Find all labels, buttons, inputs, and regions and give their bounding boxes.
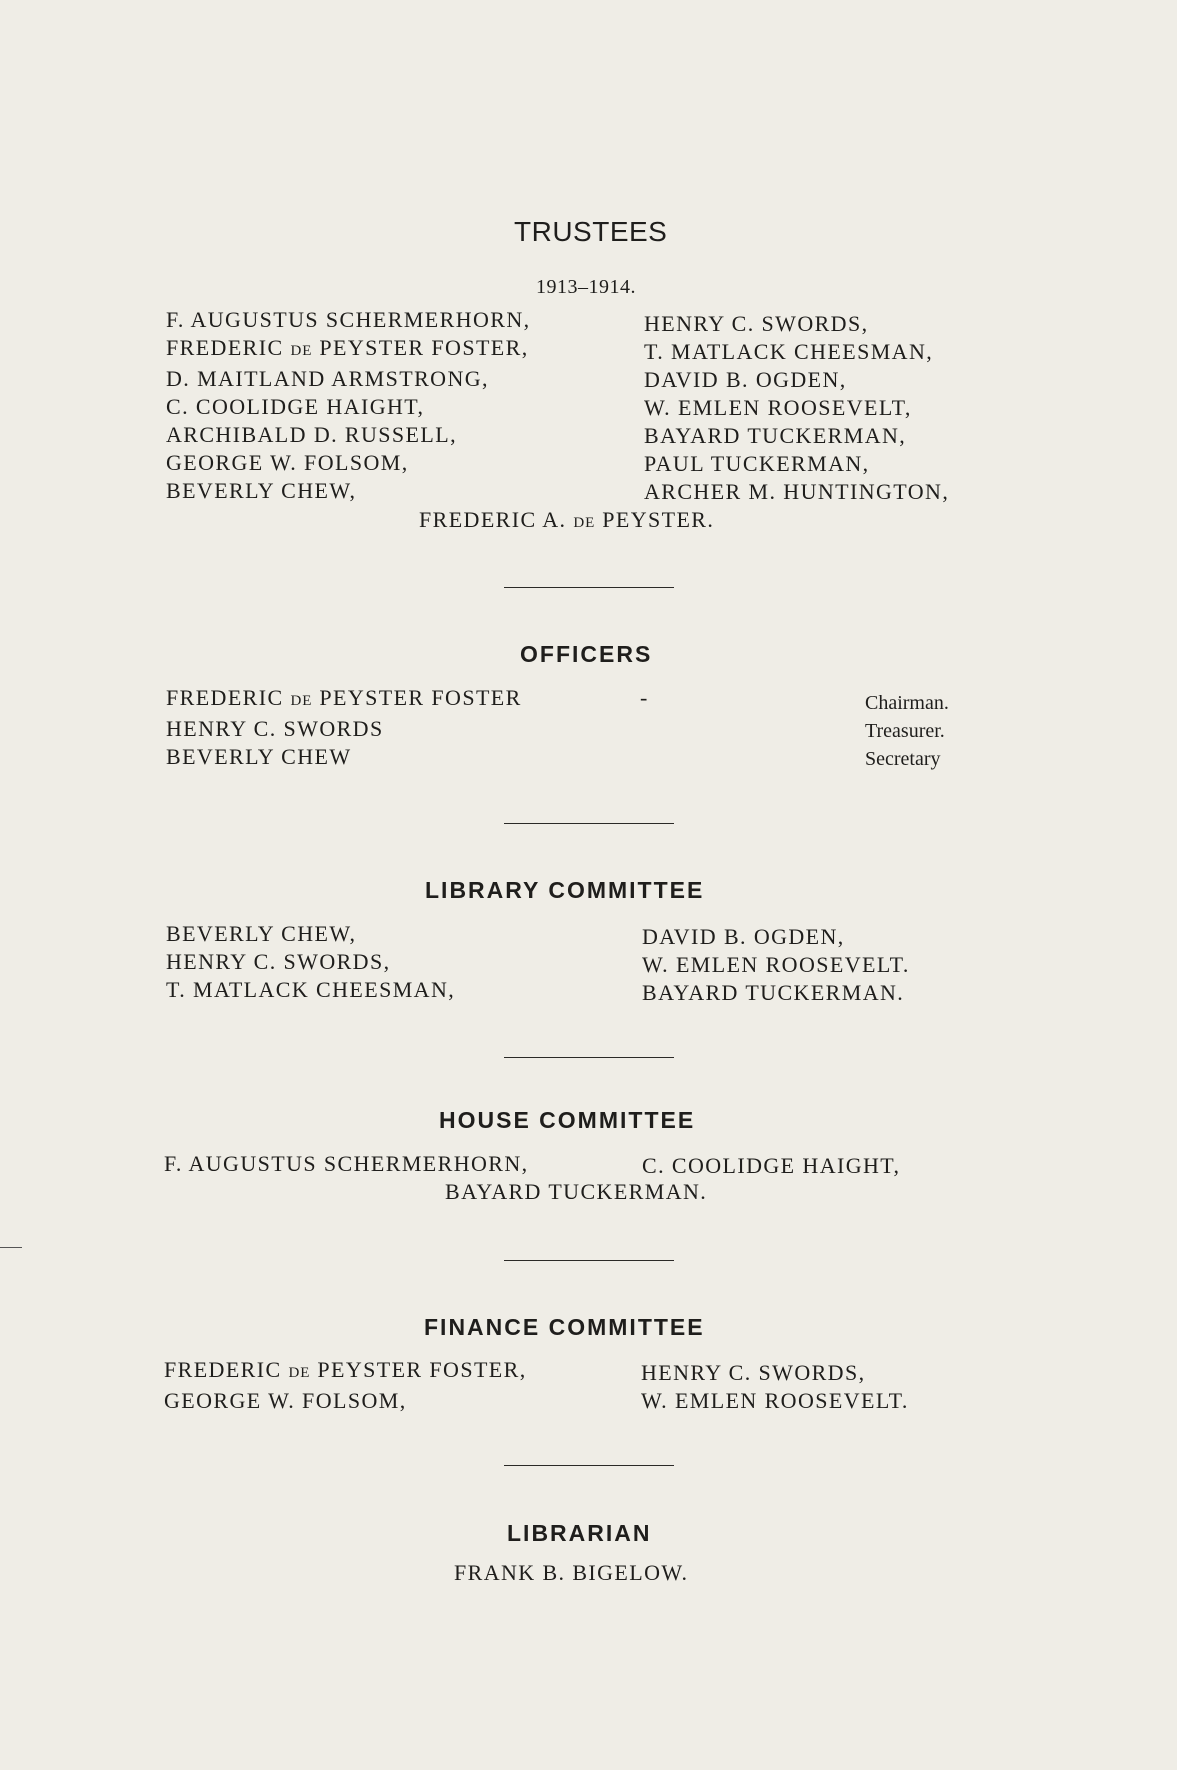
officers-heading: OFFICERS: [520, 641, 653, 667]
section-divider: [504, 587, 674, 588]
committee-member: W. EMLEN ROOSEVELT.: [642, 952, 910, 977]
section-divider: [504, 1057, 674, 1058]
finance-committee-left-column: [164, 1356, 527, 1415]
committee-member: GEORGE W. FOLSOM,: [164, 1388, 407, 1413]
committee-member: F. AUGUSTUS SCHERMERHORN,: [164, 1151, 529, 1176]
library-committee-right-column: [642, 923, 910, 1007]
officers-names: [166, 684, 522, 771]
committee-member: W. EMLEN ROOSEVELT.: [641, 1388, 909, 1413]
finance-committee-heading: FINANCE COMMITTEE: [424, 1314, 705, 1340]
officer-name: FREDERIC DE PEYSTER FOSTER: [166, 685, 522, 710]
trustee-name: ARCHIBALD D. RUSSELL,: [166, 422, 457, 447]
trustee-name: DAVID B. OGDEN,: [644, 367, 847, 392]
officer-role: Chairman.: [865, 692, 949, 714]
trustee-name: GEORGE W. FOLSOM,: [166, 450, 409, 475]
committee-member: DAVID B. OGDEN,: [642, 924, 845, 949]
finance-committee-right-column: [641, 1359, 909, 1415]
trustees-heading: TRUSTEES: [514, 216, 668, 247]
trustee-name: PAUL TUCKERMAN,: [644, 451, 870, 476]
committee-member: HENRY C. SWORDS,: [641, 1360, 866, 1385]
trustee-name: D. MAITLAND ARMSTRONG,: [166, 366, 489, 391]
officer-name: BEVERLY CHEW: [166, 744, 352, 769]
margin-mark: [0, 1247, 22, 1248]
committee-member: BEVERLY CHEW,: [166, 921, 357, 946]
librarian-name: FRANK B. BIGELOW.: [454, 1560, 689, 1585]
committee-member: T. MATLACK CHEESMAN,: [166, 977, 456, 1002]
section-divider: [504, 1465, 674, 1466]
committee-member: HENRY C. SWORDS,: [166, 949, 391, 974]
trustee-name: C. COOLIDGE HAIGHT,: [166, 394, 425, 419]
library-committee-heading: LIBRARY COMMITTEE: [425, 877, 705, 903]
trustee-name: W. EMLEN ROOSEVELT,: [644, 395, 912, 420]
officer-name: HENRY C. SWORDS: [166, 716, 384, 741]
trustee-name: FREDERIC DE PEYSTER FOSTER,: [166, 335, 529, 360]
committee-member: C. COOLIDGE HAIGHT,: [642, 1153, 901, 1178]
librarian-heading: LIBRARIAN: [507, 1520, 652, 1546]
house-committee-heading: HOUSE COMMITTEE: [439, 1107, 696, 1133]
trustee-name: BEVERLY CHEW,: [166, 478, 357, 503]
committee-member: FREDERIC DE PEYSTER FOSTER,: [164, 1357, 527, 1382]
committee-member-centered: BAYARD TUCKERMAN.: [445, 1179, 708, 1204]
section-divider: [504, 823, 674, 824]
trustees-left-column: [166, 306, 531, 505]
trustee-name: T. MATLACK CHEESMAN,: [644, 339, 934, 364]
officer-dash: -: [640, 685, 649, 710]
committee-member: BAYARD TUCKERMAN.: [642, 980, 905, 1005]
trustee-name: F. AUGUSTUS SCHERMERHORN,: [166, 307, 531, 332]
trustee-name: BAYARD TUCKERMAN,: [644, 423, 907, 448]
trustees-right-column: [644, 310, 949, 506]
officer-role: Treasurer.: [865, 720, 945, 742]
officer-role: Secretary: [865, 748, 941, 770]
trustees-year: 1913–1914.: [536, 276, 636, 298]
section-divider: [504, 1260, 674, 1261]
trustee-name: ARCHER M. HUNTINGTON,: [644, 479, 950, 504]
library-committee-left-column: [166, 920, 455, 1004]
trustee-name-centered: FREDERIC A. DE PEYSTER.: [419, 507, 715, 532]
officers-roles: [865, 689, 949, 773]
trustee-name: HENRY C. SWORDS,: [644, 311, 869, 336]
